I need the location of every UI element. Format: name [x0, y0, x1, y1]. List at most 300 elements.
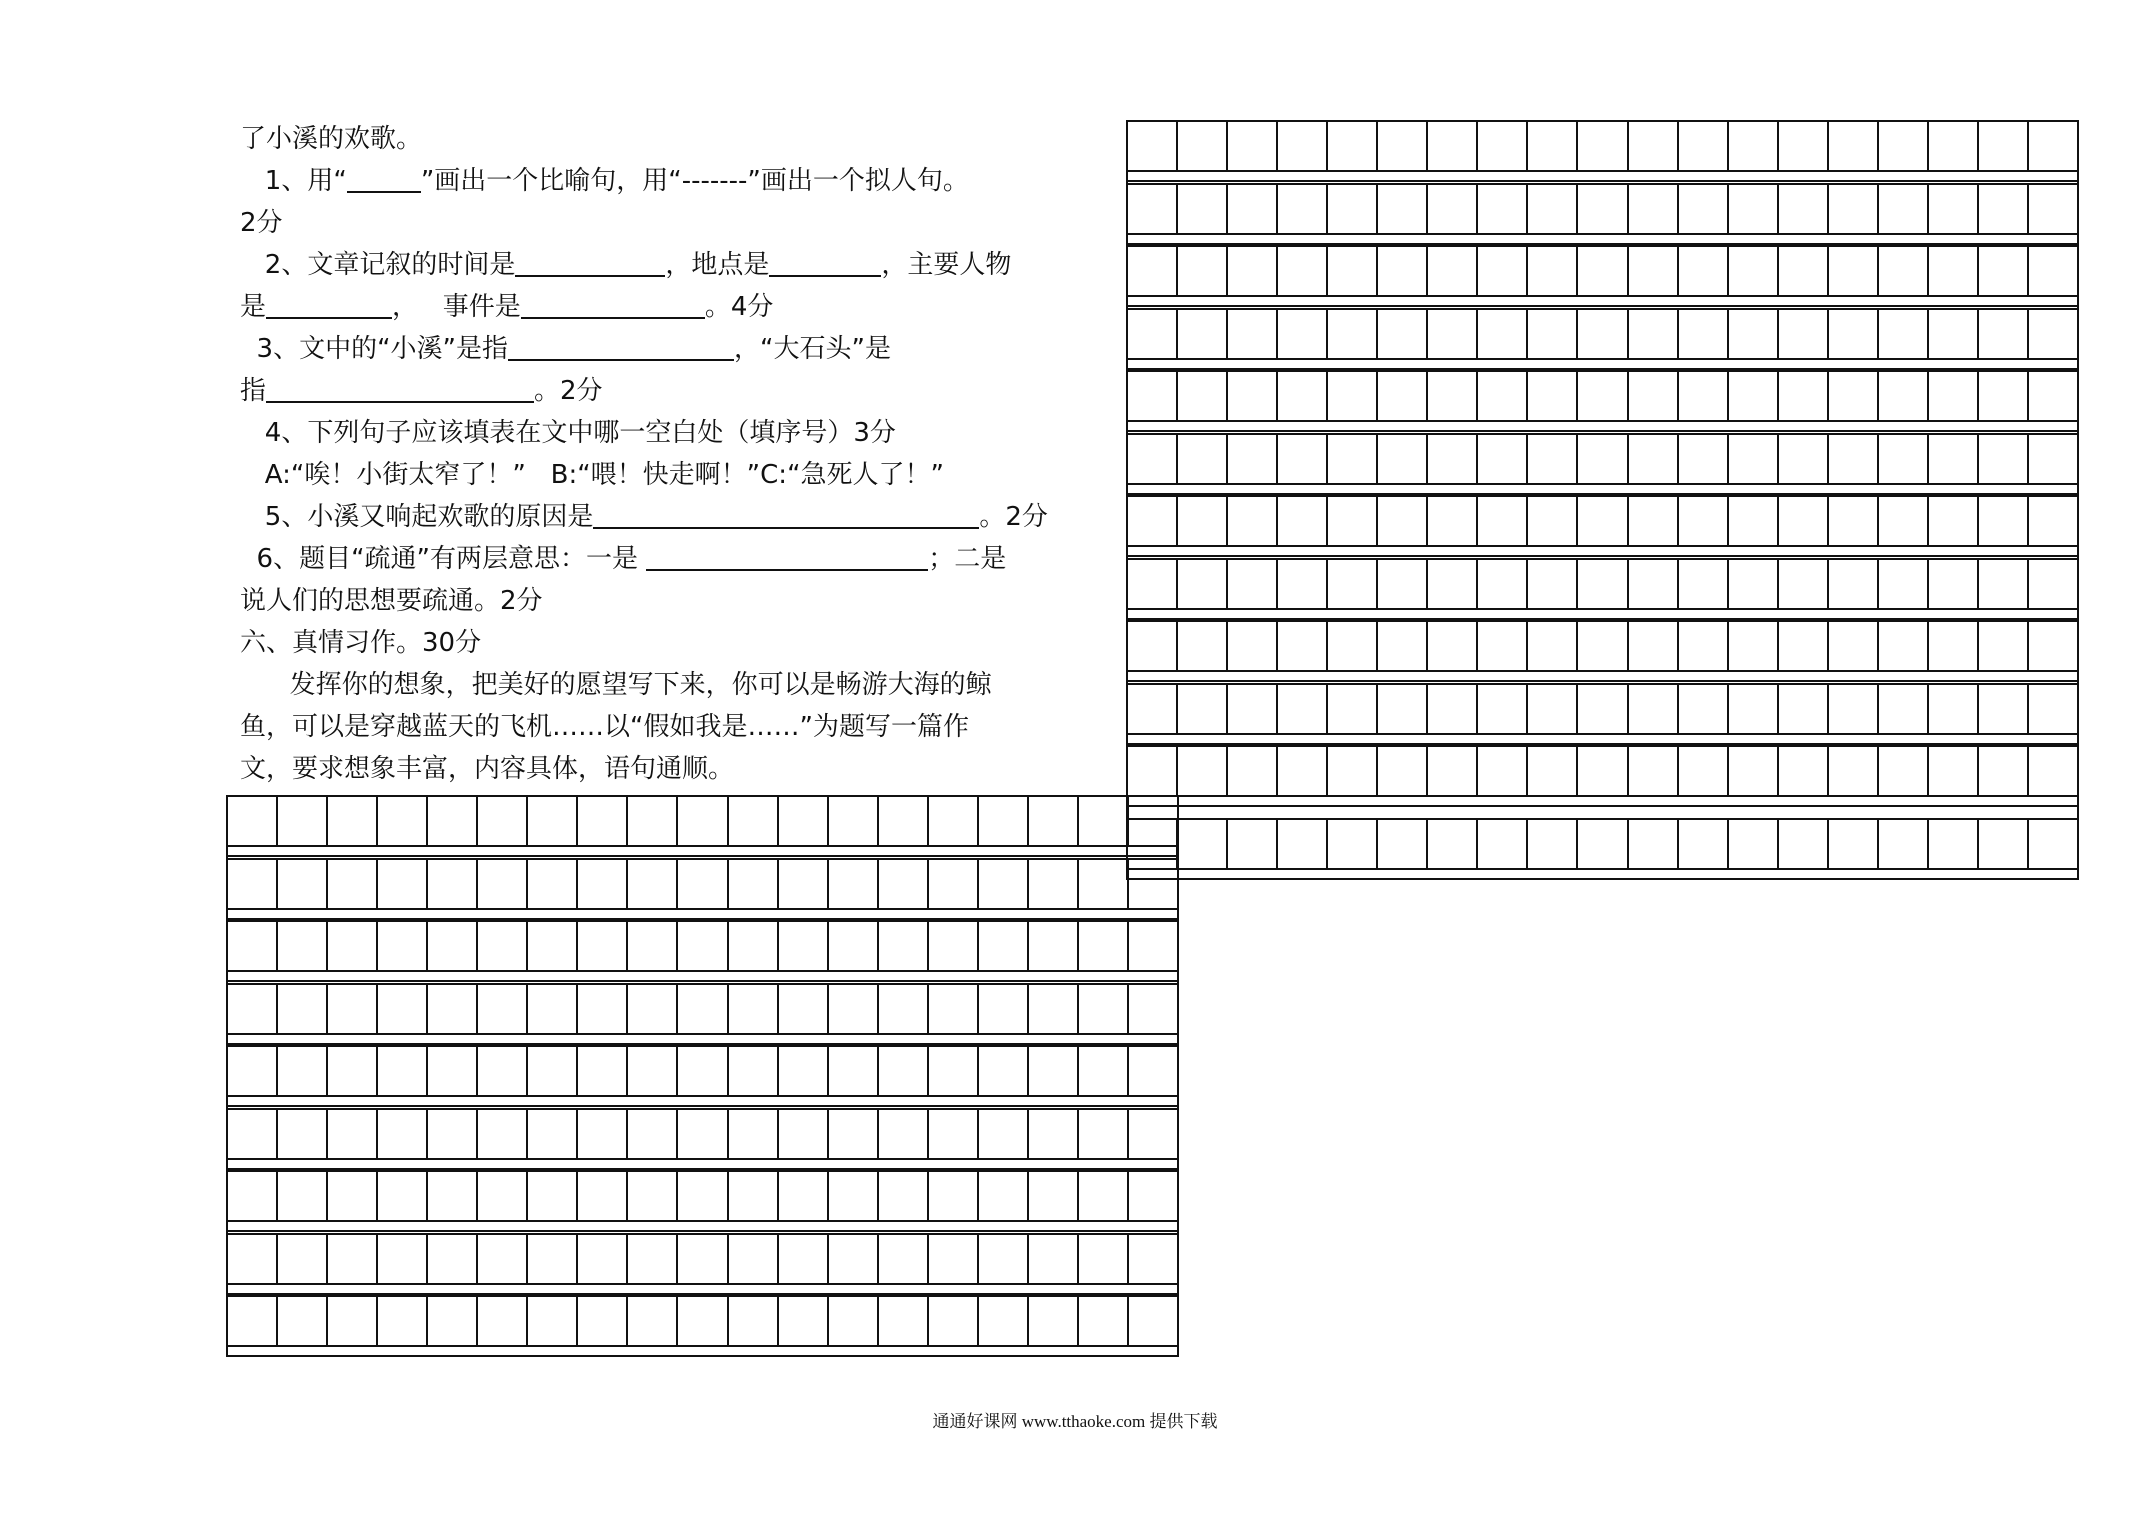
writing-cell[interactable] — [1527, 245, 1577, 295]
writing-cell[interactable] — [1127, 620, 1177, 670]
writing-cell[interactable] — [1377, 683, 1427, 733]
writing-cell[interactable] — [828, 1295, 878, 1345]
writing-cell[interactable] — [778, 795, 828, 845]
writing-cell[interactable] — [778, 1108, 828, 1158]
writing-cell[interactable] — [1828, 308, 1878, 358]
writing-cell[interactable] — [1128, 1108, 1178, 1158]
writing-cell[interactable] — [227, 920, 277, 970]
writing-cell[interactable] — [1678, 120, 1728, 170]
writing-cell[interactable] — [1477, 433, 1527, 483]
writing-cell[interactable] — [1327, 433, 1377, 483]
writing-cell[interactable] — [677, 1170, 727, 1220]
writing-cell[interactable] — [1227, 683, 1277, 733]
writing-cell[interactable] — [2028, 745, 2078, 795]
writing-cell[interactable] — [1728, 620, 1778, 670]
writing-cell[interactable] — [778, 1045, 828, 1095]
writing-cell[interactable] — [1327, 683, 1377, 733]
writing-cell[interactable] — [1477, 495, 1527, 545]
writing-cell[interactable] — [327, 1108, 377, 1158]
writing-cell[interactable] — [1227, 183, 1277, 233]
writing-cell[interactable] — [577, 1295, 627, 1345]
writing-cell[interactable] — [878, 795, 928, 845]
writing-cell[interactable] — [728, 983, 778, 1033]
writing-cell[interactable] — [978, 1045, 1028, 1095]
writing-cell[interactable] — [1377, 558, 1427, 608]
writing-cell[interactable] — [1878, 433, 1928, 483]
writing-cell[interactable] — [1377, 308, 1427, 358]
writing-cell[interactable] — [1127, 683, 1177, 733]
writing-cell[interactable] — [1427, 495, 1477, 545]
writing-cell[interactable] — [1928, 683, 1978, 733]
writing-cell[interactable] — [1628, 558, 1678, 608]
writing-cell[interactable] — [1427, 245, 1477, 295]
writing-cell[interactable] — [1978, 433, 2028, 483]
writing-cell[interactable] — [1277, 620, 1327, 670]
writing-cell[interactable] — [577, 1108, 627, 1158]
writing-cell[interactable] — [1527, 120, 1577, 170]
writing-cell[interactable] — [1978, 370, 2028, 420]
writing-cell[interactable] — [1628, 745, 1678, 795]
writing-cell[interactable] — [1778, 620, 1828, 670]
writing-cell[interactable] — [1928, 495, 1978, 545]
answer-blank[interactable] — [347, 163, 421, 193]
writing-cell[interactable] — [928, 920, 978, 970]
writing-cell[interactable] — [1878, 120, 1928, 170]
writing-cell[interactable] — [1128, 1170, 1178, 1220]
writing-cell[interactable] — [477, 1233, 527, 1283]
writing-cell[interactable] — [1577, 745, 1627, 795]
writing-cell[interactable] — [1427, 183, 1477, 233]
writing-cell[interactable] — [1878, 245, 1928, 295]
writing-cell[interactable] — [277, 1108, 327, 1158]
writing-cell[interactable] — [527, 920, 577, 970]
writing-cell[interactable] — [1828, 745, 1878, 795]
writing-cell[interactable] — [2028, 620, 2078, 670]
writing-cell[interactable] — [1878, 683, 1928, 733]
writing-cell[interactable] — [1277, 683, 1327, 733]
writing-cell[interactable] — [327, 1045, 377, 1095]
writing-cell[interactable] — [377, 1170, 427, 1220]
writing-cell[interactable] — [1277, 120, 1327, 170]
writing-cell[interactable] — [1227, 495, 1277, 545]
writing-cell[interactable] — [1377, 370, 1427, 420]
writing-cell[interactable] — [1477, 558, 1527, 608]
writing-cell[interactable] — [828, 1045, 878, 1095]
writing-cell[interactable] — [527, 858, 577, 908]
writing-cell[interactable] — [327, 1233, 377, 1283]
answer-blank[interactable] — [266, 289, 392, 319]
writing-cell[interactable] — [427, 1108, 477, 1158]
writing-cell[interactable] — [377, 795, 427, 845]
writing-cell[interactable] — [527, 795, 577, 845]
writing-cell[interactable] — [778, 1170, 828, 1220]
writing-cell[interactable] — [1628, 245, 1678, 295]
answer-blank[interactable] — [521, 289, 705, 319]
writing-cell[interactable] — [1628, 620, 1678, 670]
writing-cell[interactable] — [427, 1295, 477, 1345]
writing-cell[interactable] — [1028, 1233, 1078, 1283]
writing-cell[interactable] — [2028, 308, 2078, 358]
writing-cell[interactable] — [327, 795, 377, 845]
writing-cell[interactable] — [1277, 495, 1327, 545]
writing-cell[interactable] — [427, 1233, 477, 1283]
writing-cell[interactable] — [1227, 818, 1277, 868]
writing-cell[interactable] — [1327, 818, 1377, 868]
writing-cell[interactable] — [1327, 308, 1377, 358]
writing-cell[interactable] — [1778, 745, 1828, 795]
writing-cell[interactable] — [978, 858, 1028, 908]
writing-cell[interactable] — [1978, 558, 2028, 608]
writing-cell[interactable] — [1978, 183, 2028, 233]
writing-cell[interactable] — [427, 983, 477, 1033]
writing-cell[interactable] — [1678, 558, 1728, 608]
writing-cell[interactable] — [1028, 983, 1078, 1033]
writing-cell[interactable] — [1227, 620, 1277, 670]
writing-cell[interactable] — [477, 858, 527, 908]
writing-cell[interactable] — [227, 795, 277, 845]
writing-cell[interactable] — [728, 1045, 778, 1095]
writing-cell[interactable] — [1177, 745, 1227, 795]
writing-cell[interactable] — [1028, 1295, 1078, 1345]
writing-cell[interactable] — [1527, 683, 1577, 733]
writing-cell[interactable] — [1828, 433, 1878, 483]
writing-cell[interactable] — [577, 795, 627, 845]
writing-cell[interactable] — [1527, 558, 1577, 608]
writing-cell[interactable] — [677, 858, 727, 908]
writing-cell[interactable] — [1227, 745, 1277, 795]
writing-cell[interactable] — [1477, 183, 1527, 233]
writing-cell[interactable] — [1227, 120, 1277, 170]
writing-cell[interactable] — [1128, 920, 1178, 970]
writing-cell[interactable] — [477, 920, 527, 970]
writing-cell[interactable] — [1477, 120, 1527, 170]
writing-cell[interactable] — [1778, 308, 1828, 358]
writing-cell[interactable] — [778, 1295, 828, 1345]
writing-cell[interactable] — [1028, 1170, 1078, 1220]
writing-cell[interactable] — [277, 1295, 327, 1345]
writing-cell[interactable] — [1878, 495, 1928, 545]
writing-cell[interactable] — [1778, 495, 1828, 545]
writing-cell[interactable] — [1127, 120, 1177, 170]
writing-cell[interactable] — [1028, 1108, 1078, 1158]
writing-cell[interactable] — [978, 1170, 1028, 1220]
writing-cell[interactable] — [1577, 818, 1627, 868]
writing-cell[interactable] — [728, 795, 778, 845]
writing-cell[interactable] — [1177, 245, 1227, 295]
writing-cell[interactable] — [1928, 818, 1978, 868]
writing-cell[interactable] — [1577, 495, 1627, 545]
writing-cell[interactable] — [627, 1295, 677, 1345]
writing-cell[interactable] — [1177, 120, 1227, 170]
writing-cell[interactable] — [1377, 620, 1427, 670]
writing-cell[interactable] — [427, 795, 477, 845]
writing-cell[interactable] — [1928, 370, 1978, 420]
writing-cell[interactable] — [1028, 920, 1078, 970]
writing-cell[interactable] — [1177, 495, 1227, 545]
writing-cell[interactable] — [1878, 183, 1928, 233]
writing-cell[interactable] — [1227, 433, 1277, 483]
writing-cell[interactable] — [1078, 1045, 1128, 1095]
writing-cell[interactable] — [1878, 620, 1928, 670]
writing-cell[interactable] — [1377, 745, 1427, 795]
writing-cell[interactable] — [377, 1045, 427, 1095]
writing-cell[interactable] — [1527, 818, 1577, 868]
writing-cell[interactable] — [527, 1170, 577, 1220]
writing-cell[interactable] — [1127, 245, 1177, 295]
writing-cell[interactable] — [427, 920, 477, 970]
writing-cell[interactable] — [527, 1233, 577, 1283]
writing-cell[interactable] — [1127, 308, 1177, 358]
writing-cell[interactable] — [1778, 183, 1828, 233]
writing-cell[interactable] — [1277, 245, 1327, 295]
writing-cell[interactable] — [778, 920, 828, 970]
writing-cell[interactable] — [828, 1233, 878, 1283]
writing-cell[interactable] — [1327, 245, 1377, 295]
writing-cell[interactable] — [1828, 495, 1878, 545]
writing-cell[interactable] — [1728, 308, 1778, 358]
writing-cell[interactable] — [1828, 683, 1878, 733]
writing-cell[interactable] — [1177, 433, 1227, 483]
writing-cell[interactable] — [677, 983, 727, 1033]
writing-cell[interactable] — [778, 983, 828, 1033]
writing-cell[interactable] — [1628, 370, 1678, 420]
writing-cell[interactable] — [1377, 818, 1427, 868]
writing-cell[interactable] — [1078, 920, 1128, 970]
writing-cell[interactable] — [1327, 370, 1377, 420]
answer-blank[interactable] — [769, 247, 881, 277]
writing-cell[interactable] — [978, 1108, 1028, 1158]
writing-cell[interactable] — [277, 1045, 327, 1095]
writing-cell[interactable] — [627, 983, 677, 1033]
writing-cell[interactable] — [1728, 120, 1778, 170]
writing-cell[interactable] — [1327, 120, 1377, 170]
writing-cell[interactable] — [1377, 245, 1427, 295]
writing-cell[interactable] — [1128, 1295, 1178, 1345]
writing-cell[interactable] — [2028, 245, 2078, 295]
writing-cell[interactable] — [627, 920, 677, 970]
writing-cell[interactable] — [1928, 183, 1978, 233]
writing-cell[interactable] — [377, 920, 427, 970]
writing-cell[interactable] — [1477, 745, 1527, 795]
writing-cell[interactable] — [1177, 370, 1227, 420]
writing-cell[interactable] — [1177, 558, 1227, 608]
answer-blank[interactable] — [646, 541, 928, 571]
writing-cell[interactable] — [1177, 620, 1227, 670]
writing-cell[interactable] — [978, 920, 1028, 970]
writing-cell[interactable] — [878, 1295, 928, 1345]
writing-cell[interactable] — [1728, 245, 1778, 295]
writing-cell[interactable] — [1427, 370, 1477, 420]
writing-cell[interactable] — [878, 1170, 928, 1220]
writing-cell[interactable] — [1778, 683, 1828, 733]
writing-cell[interactable] — [778, 858, 828, 908]
writing-cell[interactable] — [1427, 745, 1477, 795]
writing-cell[interactable] — [677, 1108, 727, 1158]
writing-cell[interactable] — [2028, 818, 2078, 868]
writing-cell[interactable] — [327, 1295, 377, 1345]
writing-cell[interactable] — [1527, 495, 1577, 545]
answer-blank[interactable] — [508, 331, 734, 361]
writing-cell[interactable] — [627, 1170, 677, 1220]
writing-cell[interactable] — [277, 920, 327, 970]
writing-cell[interactable] — [1628, 433, 1678, 483]
writing-cell[interactable] — [1577, 433, 1627, 483]
writing-cell[interactable] — [227, 1170, 277, 1220]
writing-cell[interactable] — [828, 795, 878, 845]
writing-cell[interactable] — [277, 1233, 327, 1283]
writing-cell[interactable] — [377, 858, 427, 908]
writing-cell[interactable] — [577, 920, 627, 970]
writing-cell[interactable] — [1778, 245, 1828, 295]
writing-cell[interactable] — [928, 1295, 978, 1345]
writing-cell[interactable] — [1678, 818, 1728, 868]
writing-cell[interactable] — [1678, 620, 1728, 670]
writing-cell[interactable] — [1227, 308, 1277, 358]
writing-cell[interactable] — [677, 920, 727, 970]
writing-cell[interactable] — [477, 1045, 527, 1095]
writing-cell[interactable] — [1527, 433, 1577, 483]
writing-cell[interactable] — [477, 983, 527, 1033]
writing-cell[interactable] — [1327, 558, 1377, 608]
writing-cell[interactable] — [427, 1045, 477, 1095]
writing-cell[interactable] — [1577, 620, 1627, 670]
writing-cell[interactable] — [2028, 370, 2078, 420]
writing-cell[interactable] — [477, 1108, 527, 1158]
writing-cell[interactable] — [1778, 120, 1828, 170]
writing-cell[interactable] — [878, 1233, 928, 1283]
writing-cell[interactable] — [1127, 818, 1177, 868]
writing-cell[interactable] — [1928, 433, 1978, 483]
writing-cell[interactable] — [227, 983, 277, 1033]
writing-cell[interactable] — [1127, 370, 1177, 420]
writing-cell[interactable] — [1427, 818, 1477, 868]
writing-cell[interactable] — [1878, 558, 1928, 608]
writing-cell[interactable] — [728, 1233, 778, 1283]
writing-cell[interactable] — [527, 983, 577, 1033]
writing-cell[interactable] — [1928, 120, 1978, 170]
writing-cell[interactable] — [928, 1108, 978, 1158]
writing-cell[interactable] — [277, 983, 327, 1033]
writing-cell[interactable] — [1828, 558, 1878, 608]
writing-cell[interactable] — [527, 1295, 577, 1345]
writing-cell[interactable] — [1477, 245, 1527, 295]
writing-cell[interactable] — [1678, 495, 1728, 545]
writing-cell[interactable] — [427, 1170, 477, 1220]
writing-cell[interactable] — [1778, 558, 1828, 608]
writing-cell[interactable] — [828, 983, 878, 1033]
writing-cell[interactable] — [1177, 183, 1227, 233]
writing-cell[interactable] — [828, 920, 878, 970]
writing-cell[interactable] — [1828, 120, 1878, 170]
writing-cell[interactable] — [1127, 183, 1177, 233]
writing-cell[interactable] — [1878, 370, 1928, 420]
writing-cell[interactable] — [1577, 370, 1627, 420]
writing-cell[interactable] — [1427, 308, 1477, 358]
writing-cell[interactable] — [2028, 183, 2078, 233]
writing-cell[interactable] — [1728, 370, 1778, 420]
writing-cell[interactable] — [327, 983, 377, 1033]
writing-cell[interactable] — [677, 795, 727, 845]
writing-cell[interactable] — [1577, 183, 1627, 233]
writing-cell[interactable] — [677, 1045, 727, 1095]
writing-cell[interactable] — [1728, 495, 1778, 545]
writing-cell[interactable] — [1678, 245, 1728, 295]
writing-cell[interactable] — [477, 795, 527, 845]
writing-cell[interactable] — [1327, 745, 1377, 795]
writing-cell[interactable] — [1878, 818, 1928, 868]
writing-cell[interactable] — [828, 1170, 878, 1220]
writing-cell[interactable] — [878, 1108, 928, 1158]
writing-cell[interactable] — [277, 858, 327, 908]
writing-cell[interactable] — [1828, 818, 1878, 868]
writing-cell[interactable] — [928, 1045, 978, 1095]
writing-cell[interactable] — [928, 795, 978, 845]
writing-cell[interactable] — [1628, 308, 1678, 358]
writing-cell[interactable] — [377, 1233, 427, 1283]
writing-cell[interactable] — [1477, 370, 1527, 420]
writing-cell[interactable] — [1978, 245, 2028, 295]
writing-cell[interactable] — [1628, 183, 1678, 233]
writing-cell[interactable] — [1377, 495, 1427, 545]
writing-cell[interactable] — [1828, 183, 1878, 233]
writing-cell[interactable] — [1527, 183, 1577, 233]
writing-cell[interactable] — [1978, 308, 2028, 358]
writing-cell[interactable] — [1127, 433, 1177, 483]
writing-cell[interactable] — [1527, 370, 1577, 420]
writing-cell[interactable] — [1527, 745, 1577, 795]
writing-cell[interactable] — [1277, 558, 1327, 608]
writing-cell[interactable] — [778, 1233, 828, 1283]
writing-cell[interactable] — [1878, 745, 1928, 795]
writing-cell[interactable] — [327, 1170, 377, 1220]
writing-cell[interactable] — [1078, 983, 1128, 1033]
writing-cell[interactable] — [1078, 795, 1128, 845]
writing-cell[interactable] — [1327, 495, 1377, 545]
writing-cell[interactable] — [1128, 1233, 1178, 1283]
writing-cell[interactable] — [327, 858, 377, 908]
writing-cell[interactable] — [1127, 495, 1177, 545]
writing-cell[interactable] — [277, 1170, 327, 1220]
writing-cell[interactable] — [577, 1233, 627, 1283]
writing-cell[interactable] — [1078, 858, 1128, 908]
writing-cell[interactable] — [1828, 370, 1878, 420]
writing-cell[interactable] — [1527, 308, 1577, 358]
writing-cell[interactable] — [577, 1045, 627, 1095]
writing-cell[interactable] — [728, 858, 778, 908]
writing-cell[interactable] — [227, 858, 277, 908]
writing-cell[interactable] — [1427, 433, 1477, 483]
writing-cell[interactable] — [1377, 433, 1427, 483]
writing-cell[interactable] — [1427, 558, 1477, 608]
writing-cell[interactable] — [1628, 683, 1678, 733]
writing-cell[interactable] — [1177, 818, 1227, 868]
writing-cell[interactable] — [1427, 620, 1477, 670]
writing-cell[interactable] — [1477, 620, 1527, 670]
writing-cell[interactable] — [1277, 818, 1327, 868]
writing-cell[interactable] — [1177, 308, 1227, 358]
writing-cell[interactable] — [1227, 558, 1277, 608]
writing-cell[interactable] — [1577, 308, 1627, 358]
writing-cell[interactable] — [878, 920, 928, 970]
writing-cell[interactable] — [1577, 558, 1627, 608]
writing-cell[interactable] — [227, 1233, 277, 1283]
writing-cell[interactable] — [1377, 183, 1427, 233]
writing-cell[interactable] — [978, 1295, 1028, 1345]
writing-cell[interactable] — [1678, 745, 1728, 795]
writing-cell[interactable] — [427, 858, 477, 908]
writing-cell[interactable] — [1477, 308, 1527, 358]
writing-cell[interactable] — [1778, 818, 1828, 868]
